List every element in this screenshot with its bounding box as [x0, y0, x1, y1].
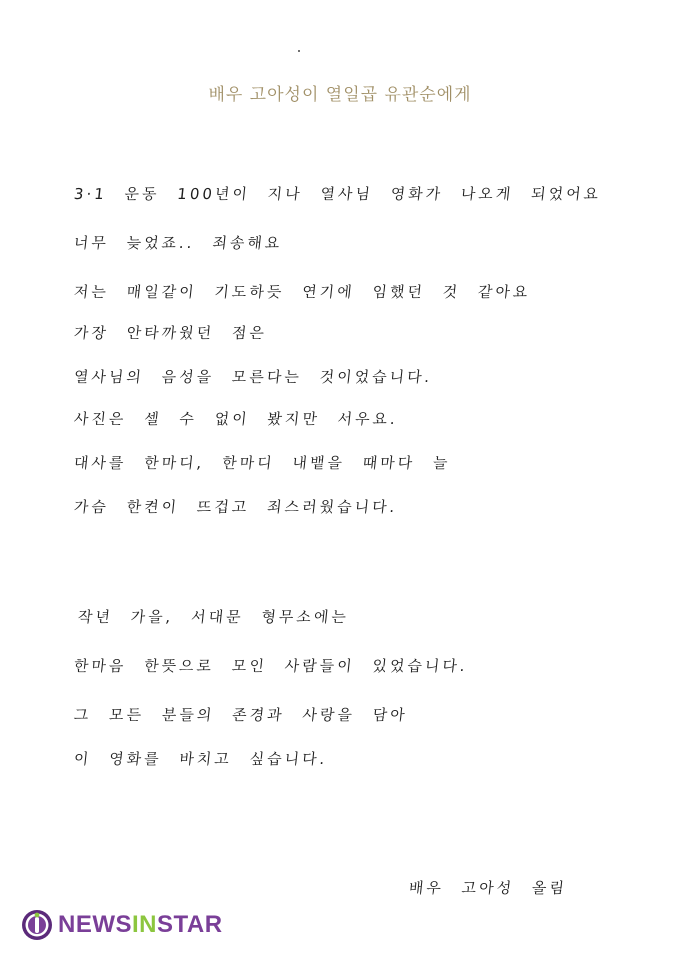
letter-line: 가장 안타까웠던 점은	[73, 324, 268, 342]
signature: 배우 고아성 올림	[408, 879, 568, 897]
letter-line: 이 영화를 바치고 싶습니다.	[73, 750, 329, 768]
letter-line: 3·1 운동 100년이 지나 열사님 영화가 나오게 되었어요	[73, 185, 603, 203]
letter-line: 너무 늦었죠.. 죄송해요	[73, 234, 284, 252]
logo-text-star: STAR	[157, 911, 223, 938]
letter-line: 작년 가을, 서대문 형무소에는	[77, 608, 350, 626]
letter-title: 배우 고아성이 열일곱 유관순에게	[208, 85, 472, 105]
logo-text-in: IN	[132, 911, 157, 938]
letter-line: 가슴 한켠이 뜨겁고 죄스러웠습니다.	[73, 498, 399, 516]
star-person-icon	[20, 908, 54, 942]
newsinstar-logo	[20, 908, 223, 942]
letter-line: 사진은 셀 수 없이 봤지만 서우요.	[73, 410, 399, 428]
letter-line: 그 모든 분들의 존경과 사랑을 담아	[73, 706, 409, 724]
letter-line: 한마음 한뜻으로 모인 사람들이 있었습니다.	[73, 657, 469, 675]
letter-line: 저는 매일같이 기도하듯 연기에 임했던 것 같아요	[73, 283, 532, 301]
stray-dot	[298, 50, 300, 52]
letter-line: 대사를 한마디, 한마디 내뱉을 때마다 늘	[73, 454, 452, 472]
logo-text-news: NEWS	[58, 911, 132, 938]
letter-line: 열사님의 음성을 모른다는 것이었습니다.	[73, 368, 434, 386]
